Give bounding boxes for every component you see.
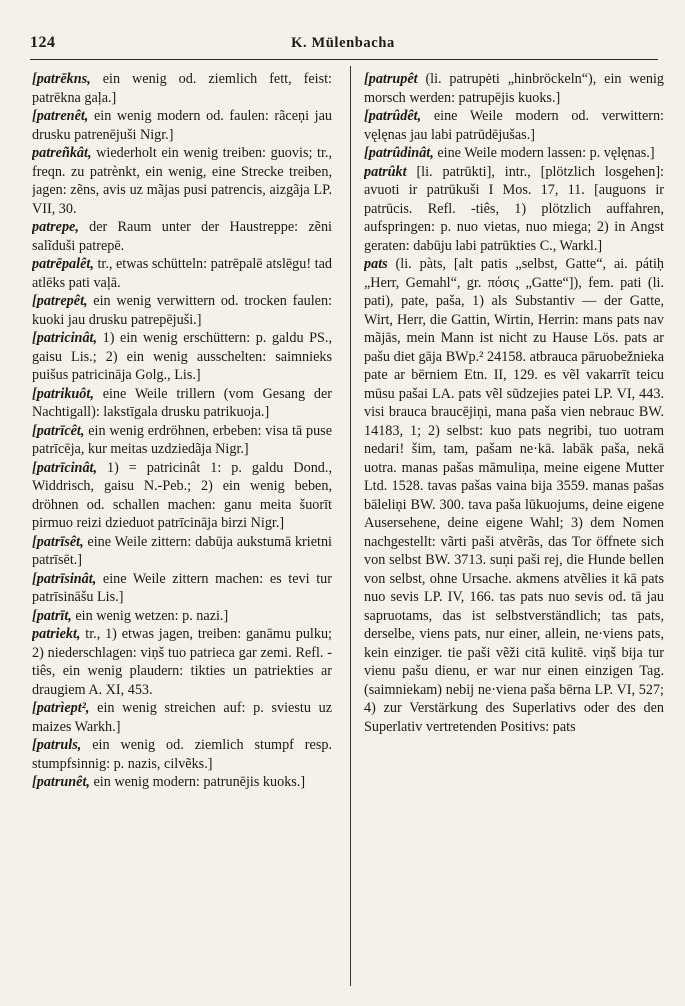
entry-definition: 1) ein wenig erschüttern: p. galdu PS., gaisu Lis.; 2) ein wenig ausschelten: saimnieks puišus patricināja Golg., Lis.] xyxy=(32,330,332,383)
dictionary-entry xyxy=(32,607,332,626)
dictionary-entry xyxy=(32,70,332,107)
dictionary-entry xyxy=(32,773,332,792)
entry-definition: ein wenig od. ziemlich fett, feist: patrēkna gaļa.] xyxy=(32,71,332,106)
entry-headword: [patrûdinât, xyxy=(364,145,434,161)
entry-definition: eine Weile modern lassen: p. vęlęnas.] xyxy=(433,145,655,161)
entry-definition: eine Weile trillern (vom Gesang der Nachtigall): lakstīgala drusku patrikuoja.] xyxy=(32,385,332,420)
entry-headword: [patrīt, xyxy=(32,607,72,624)
entry-headword: [patrepêt, xyxy=(32,293,88,309)
entry-definition: eine Weile zittern machen: es tevi tur patrīsināšu Lis.] xyxy=(32,570,332,605)
entry-definition: (li. patrupėti „hinbröckeln“), ein wenig morsch werden: patrupējis kuoks.] xyxy=(364,71,664,106)
column-divider xyxy=(350,66,351,986)
dictionary-entry xyxy=(32,570,332,607)
dictionary-entry xyxy=(32,459,332,533)
entry-headword: pats xyxy=(364,256,388,272)
entry-headword: [patricinât, xyxy=(32,330,98,346)
entry-definition: eine Weile modern od. verwittern: vęlęnas jau labi patrūdējušas.] xyxy=(364,108,664,143)
dictionary-entry xyxy=(32,625,332,699)
entry-headword: [patrikuôt, xyxy=(32,385,94,402)
entry-headword: [patruls, xyxy=(32,737,82,753)
entry-headword: patreñkât, xyxy=(32,145,92,161)
entry-definition: ein wenig modern: patrunējis kuoks.] xyxy=(89,774,306,790)
entry-headword: patrepe, xyxy=(32,219,79,235)
dictionary-entry xyxy=(32,533,332,570)
entry-headword: [patrunêt, xyxy=(32,774,90,790)
entry-headword: [patrenêt, xyxy=(32,108,89,124)
dictionary-entry xyxy=(32,422,332,459)
dictionary-entry xyxy=(32,292,332,329)
dictionary-entry xyxy=(364,163,664,256)
right-column xyxy=(364,70,664,990)
entry-headword: [patrûdêt, xyxy=(364,108,422,124)
dictionary-entry xyxy=(32,107,332,144)
entry-definition: ein wenig verwittern od. trocken faulen: kuoki jau drusku patrepējuši.] xyxy=(32,293,332,328)
dictionary-entry xyxy=(32,255,332,292)
left-column xyxy=(32,70,332,990)
entry-definition: [li. patrūkti], intr., [plötzlich losgehen]: avuoti ir patrūkuši I Mos. 17, 11. [auguons ir patrūcis. Refl. -tiês, 1) plötzlich auffahren, aufspringen: p. nuo vietas, nuo miega; 2) in Angst geraten: dabūju labi patrūkties C., Warkl.] xyxy=(364,163,664,254)
dictionary-entry xyxy=(364,107,664,144)
entry-definition: ein wenig modern od. faulen: rãceņi jau drusku patrenējuši Nigr.] xyxy=(32,108,332,143)
dictionary-entry xyxy=(32,144,332,218)
dictionary-entry xyxy=(364,144,664,163)
entry-definition: tr., etwas schütteln: patrēpalē atslēgu! tad atlēks pati vaļā. xyxy=(32,256,332,291)
entry-headword: patrēpalêt, xyxy=(32,256,94,272)
entry-headword: [patrēkns, xyxy=(32,71,91,87)
entry-definition: der Raum unter der Haustreppe: zẽni salĩduši patrepē. xyxy=(32,219,332,254)
entry-headword: [patrīcêt, xyxy=(32,422,85,439)
entry-headword: [patrīsinât, xyxy=(32,570,97,587)
entry-definition: wiederholt ein wenig treiben: guovis; tr., freqn. zu patrènkt, ein wenig, eine Strecke treiben, jagen: zẽns, avis uz mãjas pusi patrencis, aizgãja LP. VII, 30. xyxy=(32,145,332,217)
page-header xyxy=(30,34,656,56)
entry-definition: eine Weile zittern: dabūja aukstumā krietni patrīsēt.] xyxy=(32,533,332,568)
header-rule xyxy=(30,59,658,60)
entry-definition: tr., 1) etwas jagen, treiben: ganāmu pulku; 2) niederschlagen: viņš tuo patrieca gar zemi. Refl. -tiês, ein wenig plaudern: tikties un patriekties ar draugiem A. XI, 453. xyxy=(32,626,332,698)
entry-definition: (li. pàts, [alt patis „selbst, Gatte“, ai. pátiḥ „Herr, Gemahl“, gr. πόσις „Gatte“]), fem. pati (li. pati), pate, paša, 1) als Substantiv — der Gatte, Wirt, Herr, die Gattin, Wirtin, Herrin: mans pats nav mãjās, mein Mann ist nicht zu Hause Lös. pats ar pašu diet gāja BWp.² 24158. atbrauca pāruobežnieka pate ar bērniem Etn. II, 129. es vẽl vakarrīt teicu mūsu pašai LA. pats vẽl sūdzejies patei LP. VI, 443. visi brauca braucējiņi, mana paša vien nebrauc BW. 14183, 1; 2) selbst: kuo pats negribi, tuo uotram nedari! šim, tam, pašam ne·kā. labāk paša, nekā uotra. manas pašas māmuliņa, meine eigene Mutter Ltd. 1528. tavas pašas vaina bija 3559. manas pašas bāleliņi BW. 300. tava paša lūkuojums, deine eigene Ausersehene, deine eigene Wahl; 3) dem Nomen nachgestellt: vãrti paši atvẽrãs, das Tor öffnete sich von selbst BW. 3713. suņi paši rej, die Hunde bellen von selbst, ohne Ursache. akmens atvẽlies it kā pats nuo sevis LP. IV, 166. tas pats nuo sevis od. tā jau sapruotams, das ist selbstverständlich; tas pats, derselbe, viens pats, nur einer, allein, ne·viens pats, kein einziger. tie paši vẽži citā kulitē. viņš bija tur vienu pašu dienu, er war nur einen einzigen Tag. (saimniekam) nebij ne·viena paša bērna LP. VI, 527; 4) zur Verstärkung des Superlativs oder des den Superlativ vertretenden Positivs: pats xyxy=(364,256,664,735)
dictionary-entry xyxy=(32,329,332,385)
entry-headword: patrûkt xyxy=(364,163,407,180)
entry-headword: [patrìept², xyxy=(32,700,90,716)
entry-definition: ein wenig od. ziemlich stumpf resp. stumpfsinnig: p. nazis, cilvẽks.] xyxy=(32,737,332,772)
entry-headword: [patrupêt xyxy=(364,71,418,87)
entry-definition: ein wenig wetzen: p. nazi.] xyxy=(71,607,229,624)
page-number: 124 xyxy=(30,34,56,51)
running-title: K. Mülenbacha xyxy=(291,35,395,51)
dictionary-entry xyxy=(32,699,332,736)
entry-headword: [patrīsêt, xyxy=(32,533,84,550)
entry-definition: 1) = patricinât 1: p. galdu Dond., Widdrisch, gaisu N.-Peb.; 2) ein wenig beben, dröhnen od. schallen machen: ganu meita šuorīt pirmuo reizi dzieduot patrīcināja birzi Nigr.] xyxy=(32,459,332,531)
entry-definition: ein wenig streichen auf: p. sviestu uz maizes Warkh.] xyxy=(32,700,332,735)
entry-headword: [patrīcinât, xyxy=(32,459,98,476)
entry-definition: ein wenig erdröhnen, erbeben: visa tā puse patrīcēja, kur meitas uzdziedãja Nigr.] xyxy=(32,422,332,457)
dictionary-entry xyxy=(364,255,664,736)
dictionary-entry xyxy=(32,736,332,773)
dictionary-entry xyxy=(32,385,332,422)
entry-headword: patriekt, xyxy=(32,626,81,642)
dictionary-entry xyxy=(32,218,332,255)
dictionary-entry xyxy=(364,70,664,107)
